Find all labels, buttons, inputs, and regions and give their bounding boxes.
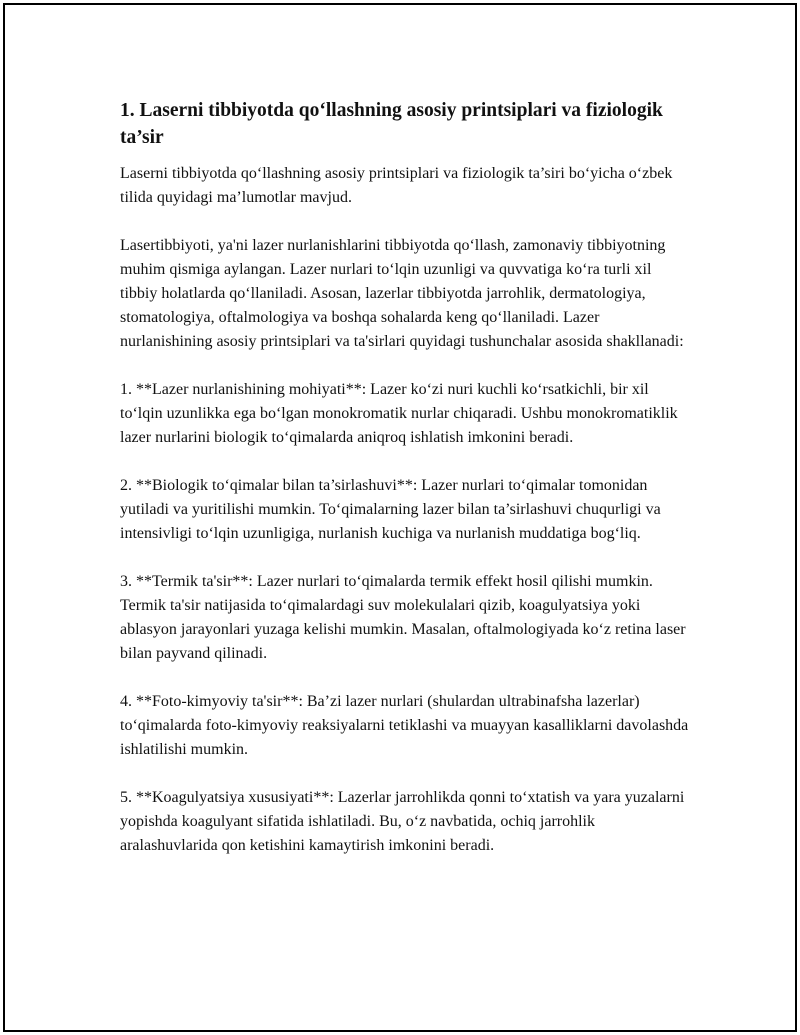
list-item-coagulation: 5. **Koagulyatsiya xususiyati**: Lazerlar jarrohlikda qonni to‘xtatish va yara yuzalarni yopishda koagulyant sifatida ishlatiladi. Bu, o‘z navbatida, ochiq jarrohlik aralashuvlarida qon ketishini kamaytirish imkonini beradi. [120, 789, 685, 854]
document-title: 1. Laserni tibbiyotda qo‘llashning asosiy printsiplari va fiziologik ta’sir [120, 100, 663, 148]
list-item-tissue-interaction: 2. **Biologik to‘qimalar bilan ta’sirlashuvi**: Lazer nurlari to‘qimalar tomonidan yutiladi va yuritilishi mumkin. To‘qimalarning lazer bilan ta’sirlashuvi chuqurligi va intensivligi to‘lqin uzunligiga, nurlanish kuchiga va nurlanish muddatiga bog‘liq. [120, 477, 661, 542]
document-body [120, 97, 690, 882]
list-item-laser-essence: 1. **Lazer nurlanishining mohiyati**: Lazer ko‘zi nuri kuchli ko‘rsatkichli, bir xil to‘lqin uzunlikka ega bo‘lgan monokromatik nurlar chiqaradi. Ushbu monokromatiklik lazer nurlarini biologik to‘qimalarda aniqroq ishlatish imkonini beradi. [120, 381, 678, 446]
intro-paragraph: Laserni tibbiyotda qo‘llashning asosiy printsiplari va fiziologik ta’siri bo‘yicha o‘zbek tilida quyidagi ma’lumotlar mavjud. [120, 165, 673, 206]
list-item-thermal-effect: 3. **Termik ta'sir**: Lazer nurlari to‘qimalarda termik effekt hosil qilishi mumkin. Termik ta'sir natijasida to‘qimalardagi suv molekulalari qizib, koagulyatsiya yoki ablasyon jarayonlari yuzaga kelishi mumkin. Masalan, oftalmologiyada ko‘z retina laser bilan payvand qilinadi. [120, 573, 686, 662]
overview-paragraph: Lasertibbiyoti, ya'ni lazer nurlanishlarini tibbiyotda qo‘llash, zamonaviy tibbiyotning muhim qismiga aylangan. Lazer nurlari to‘lqin uzunligi va quvvatiga ko‘ra turli xil tibbiy holatlarda qo‘llaniladi. Asosan, lazerlar tibbiyotda jarrohlik, dermatologiya, stomatologiya, oftalmologiya va boshqa sohalarda keng qo‘llaniladi. Lazer nurlanishining asosiy printsiplari va ta'sirlari quyidagi tushunchalar asosida shakllanadi: [120, 237, 684, 350]
document-page [3, 3, 797, 1032]
list-item-photochemical-effect: 4. **Foto-kimyoviy ta'sir**: Ba’zi lazer nurlari (shulardan ultrabinafsha lazerlar) to‘qimalarda foto-kimyoviy reaksiyalarni tetiklashi va muayyan kasalliklarni davolashda ishlatilishi mumkin. [120, 693, 689, 758]
